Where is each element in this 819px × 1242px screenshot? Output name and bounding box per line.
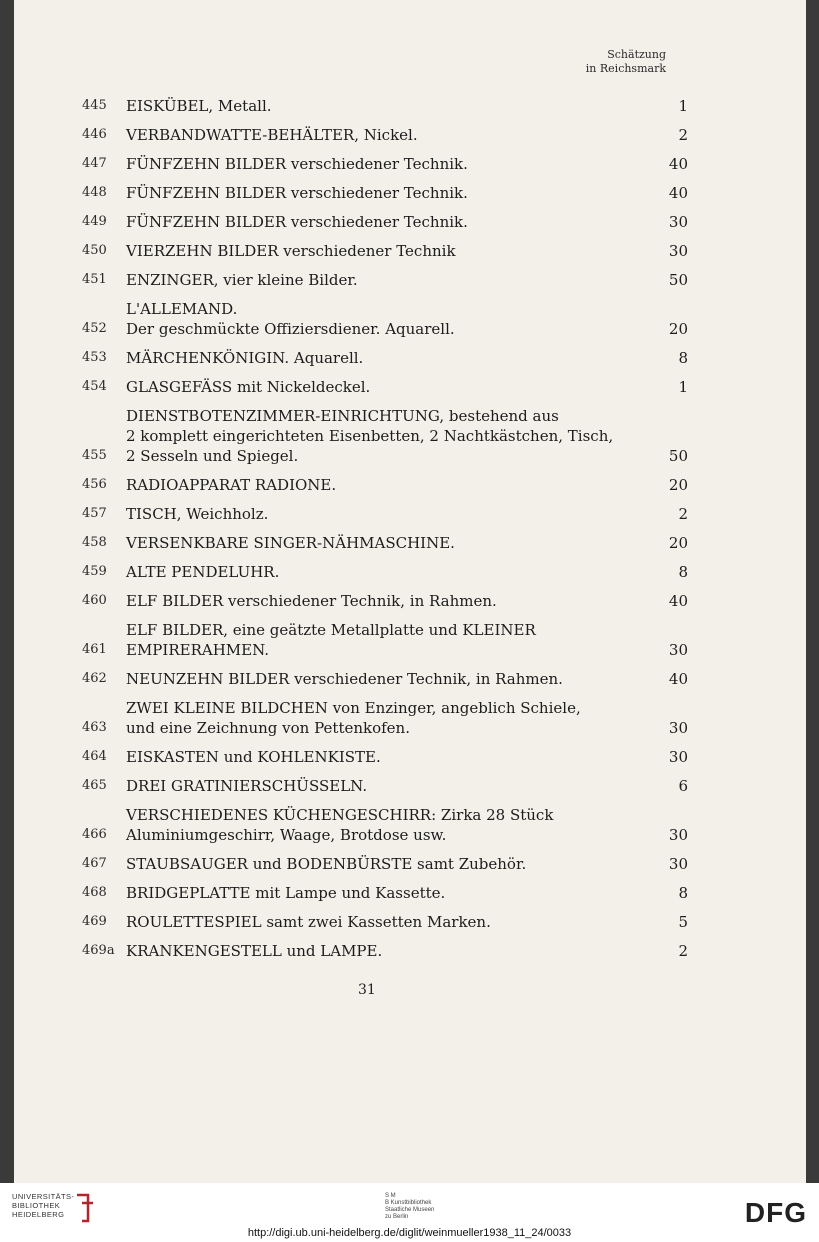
lot-estimate: 30 <box>668 748 688 766</box>
university-line-3: HEIDELBERG <box>12 1210 65 1219</box>
lot-description <box>126 377 652 397</box>
university-emblem-icon <box>74 1191 96 1225</box>
lot-estimate: 30 <box>668 242 688 260</box>
lot-number: 456 <box>82 477 107 492</box>
document-page <box>14 0 806 1183</box>
lot-description-line: Der geschmückte Offiziersdiener. Aquarell. <box>126 320 455 338</box>
lot-description <box>126 348 652 368</box>
lot-number: 459 <box>82 564 107 579</box>
lot-description <box>126 504 652 524</box>
lot-number: 449 <box>82 214 107 229</box>
lot-estimate: 8 <box>678 884 688 902</box>
catalog-entry <box>82 698 688 738</box>
lot-description-line: FÜNFZEHN BILDER verschiedener Technik. <box>126 184 468 202</box>
lot-description-line: Aluminiumgeschirr, Waage, Brotdose usw. <box>126 826 447 844</box>
lot-description-line: DIENSTBOTENZIMMER-EINRICHTUNG, bestehend aus <box>126 407 559 425</box>
lot-description <box>126 805 652 845</box>
price-header-line2: in Reichsmark <box>585 62 666 75</box>
lot-estimate: 50 <box>668 271 688 289</box>
lot-description-line: VERSENKBARE SINGER-NÄHMASCHINE. <box>126 534 455 552</box>
catalog-entry <box>82 183 688 203</box>
lot-estimate: 30 <box>668 641 688 659</box>
lot-number: 450 <box>82 243 107 258</box>
catalog-entry <box>82 241 688 261</box>
lot-number: 466 <box>82 827 107 842</box>
catalog-entry <box>82 475 688 495</box>
lot-estimate: 40 <box>668 184 688 202</box>
lot-description-line: ROULETTESPIEL samt zwei Kassetten Marken. <box>126 913 491 931</box>
lot-number: 457 <box>82 506 107 521</box>
lot-description-line: ALTE PENDELUHR. <box>126 563 280 581</box>
catalog-entry <box>82 941 688 961</box>
lot-number: 469a <box>82 943 115 958</box>
catalog-entry <box>82 562 688 582</box>
lot-estimate: 20 <box>668 320 688 338</box>
lot-description-line: FÜNFZEHN BILDER verschiedener Technik. <box>126 155 468 173</box>
lot-estimate: 1 <box>678 97 688 115</box>
lot-estimate: 40 <box>668 592 688 610</box>
lot-description-line: MÄRCHENKÖNIGIN. Aquarell. <box>126 349 364 367</box>
lot-number: 462 <box>82 671 107 686</box>
lot-number: 446 <box>82 127 107 142</box>
catalog-entry <box>82 406 688 466</box>
lot-estimate: 30 <box>668 855 688 873</box>
lot-estimate: 1 <box>678 378 688 396</box>
lot-description <box>126 883 652 903</box>
lot-estimate: 30 <box>668 213 688 231</box>
lot-description-line: TISCH, Weichholz. <box>126 505 269 523</box>
lot-description <box>126 698 652 738</box>
lot-number: 454 <box>82 379 107 394</box>
lot-description <box>126 669 652 689</box>
lot-description-line: EMPIRERAHMEN. <box>126 641 270 659</box>
lot-description-line: ELF BILDER, eine geätzte Metallplatte und KLEINER <box>126 621 536 639</box>
lot-description <box>126 475 652 495</box>
lot-description <box>126 154 652 174</box>
lot-description <box>126 183 652 203</box>
lot-estimate: 2 <box>678 126 688 144</box>
stamp-line-4: zu Berlin <box>385 1214 409 1220</box>
lot-description-line: EISKASTEN und KOHLENKISTE. <box>126 748 381 766</box>
lot-number: 445 <box>82 98 107 113</box>
catalog-entries <box>82 96 688 970</box>
lot-description <box>126 912 652 932</box>
lot-description <box>126 96 652 116</box>
permalink-url[interactable]: http://digi.ub.uni-heidelberg.de/diglit/weinmueller1938_11_24/0033 <box>247 1227 572 1239</box>
catalog-entry <box>82 912 688 932</box>
catalog-entry <box>82 96 688 116</box>
catalog-entry <box>82 854 688 874</box>
lot-description-line: ZWEI KLEINE BILDCHEN von Enzinger, angeblich Schiele, <box>126 699 581 717</box>
university-line-2: BIBLIOTHEK <box>12 1201 61 1210</box>
catalog-entry <box>82 747 688 767</box>
lot-number: 461 <box>82 642 107 657</box>
lot-estimate: 20 <box>668 534 688 552</box>
lot-number: 453 <box>82 350 107 365</box>
lot-description <box>126 620 652 660</box>
catalog-entry <box>82 504 688 524</box>
catalog-entry <box>82 591 688 611</box>
lot-description <box>126 591 652 611</box>
lot-description-line: VERBANDWATTE-BEHÄLTER, Nickel. <box>126 126 418 144</box>
lot-number: 458 <box>82 535 107 550</box>
lot-estimate: 30 <box>668 719 688 737</box>
lot-description <box>126 562 652 582</box>
lot-description <box>126 854 652 874</box>
lot-number: 452 <box>82 321 107 336</box>
lot-description <box>126 125 652 145</box>
museum-stamp <box>385 1193 434 1221</box>
viewer-footer <box>0 1183 819 1242</box>
lot-description-line: STAUBSAUGER und BODENBÜRSTE samt Zubehör. <box>126 855 527 873</box>
lot-estimate: 8 <box>678 563 688 581</box>
lot-estimate: 5 <box>678 913 688 931</box>
stamp-line-3: Staatliche Museen <box>385 1207 435 1213</box>
lot-description <box>126 212 652 232</box>
price-column-header <box>546 48 666 76</box>
lot-description-line: KRANKENGESTELL und LAMPE. <box>126 942 383 960</box>
lot-number: 451 <box>82 272 107 287</box>
catalog-entry <box>82 299 688 339</box>
lot-description-line: VIERZEHN BILDER verschiedener Technik <box>126 242 456 260</box>
lot-description-line: BRIDGEPLATTE mit Lampe und Kassette. <box>126 884 446 902</box>
catalog-entry <box>82 805 688 845</box>
lot-number: 447 <box>82 156 107 171</box>
catalog-entry <box>82 125 688 145</box>
lot-number: 455 <box>82 448 107 463</box>
catalog-entry <box>82 154 688 174</box>
lot-description <box>126 299 652 339</box>
lot-description-line: GLASGEFÄSS mit Nickeldeckel. <box>126 378 371 396</box>
lot-description-line: und eine Zeichnung von Pettenkofen. <box>126 719 410 737</box>
catalog-entry <box>82 533 688 553</box>
catalog-entry <box>82 669 688 689</box>
catalog-entry <box>82 620 688 660</box>
stamp-line-2: B Kunstbibliothek <box>385 1200 432 1206</box>
lot-description-line: L'ALLEMAND. <box>126 300 238 318</box>
university-library-logo[interactable] <box>12 1192 74 1219</box>
lot-number: 460 <box>82 593 107 608</box>
lot-description-line: NEUNZEHN BILDER verschiedener Technik, in Rahmen. <box>126 670 563 688</box>
lot-number: 463 <box>82 720 107 735</box>
price-header-line1: Schätzung <box>607 48 666 61</box>
lot-estimate: 40 <box>668 155 688 173</box>
lot-number: 468 <box>82 885 107 900</box>
lot-number: 467 <box>82 856 107 871</box>
lot-description-line: RADIOAPPARAT RADIONE. <box>126 476 337 494</box>
lot-estimate: 50 <box>668 447 688 465</box>
university-line-1: UNIVERSITÄTS- <box>12 1192 75 1201</box>
catalog-entry <box>82 377 688 397</box>
catalog-entry <box>82 776 688 796</box>
lot-description <box>126 270 652 290</box>
catalog-entry <box>82 270 688 290</box>
lot-estimate: 6 <box>678 777 688 795</box>
lot-number: 464 <box>82 749 107 764</box>
lot-estimate: 2 <box>678 942 688 960</box>
lot-description-line: 2 Sesseln und Spiegel. <box>126 447 299 465</box>
lot-number: 469 <box>82 914 107 929</box>
catalog-entry <box>82 883 688 903</box>
lot-description <box>126 533 652 553</box>
page-number: 31 <box>358 982 376 998</box>
catalog-entry <box>82 212 688 232</box>
lot-description <box>126 406 652 466</box>
lot-number: 448 <box>82 185 107 200</box>
dfg-logo[interactable]: DFG <box>744 1197 807 1228</box>
lot-description <box>126 241 652 261</box>
lot-estimate: 8 <box>678 349 688 367</box>
lot-estimate: 40 <box>668 670 688 688</box>
lot-description-line: EISKÜBEL, Metall. <box>126 97 272 115</box>
lot-description-line: VERSCHIEDENES KÜCHENGESCHIRR: Zirka 28 Stück <box>126 806 554 824</box>
lot-description-line: FÜNFZEHN BILDER verschiedener Technik. <box>126 213 468 231</box>
lot-description-line: ENZINGER, vier kleine Bilder. <box>126 271 358 289</box>
lot-description-line: ELF BILDER verschiedener Technik, in Rahmen. <box>126 592 497 610</box>
lot-description-line: DREI GRATINIERSCHÜSSELN. <box>126 777 368 795</box>
lot-description <box>126 941 652 961</box>
lot-number: 465 <box>82 778 107 793</box>
lot-estimate: 20 <box>668 476 688 494</box>
lot-description <box>126 776 652 796</box>
catalog-entry <box>82 348 688 368</box>
stamp-line-1: S M <box>385 1193 396 1199</box>
lot-description-line: 2 komplett eingerichteten Eisenbetten, 2 Nachtkästchen, Tisch, <box>126 427 614 445</box>
lot-estimate: 30 <box>668 826 688 844</box>
lot-estimate: 2 <box>678 505 688 523</box>
lot-description <box>126 747 652 767</box>
